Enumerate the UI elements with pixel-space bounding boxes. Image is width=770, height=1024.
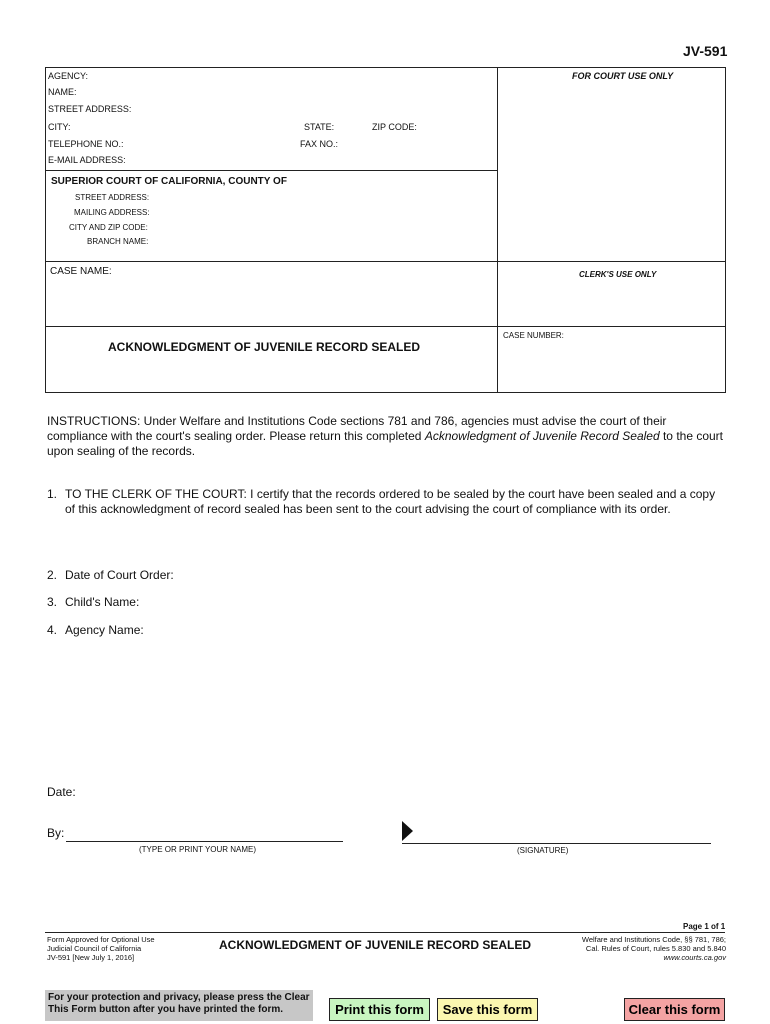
- item-3-text: Child's Name:: [65, 595, 140, 609]
- court-branch-label: BRANCH NAME:: [87, 237, 149, 246]
- form-number: JV-591: [683, 43, 728, 59]
- form-title: ACKNOWLEDGMENT OF JUVENILE RECORD SEALED: [108, 340, 421, 354]
- agency-label: AGENCY:: [48, 71, 89, 81]
- page-number: Page 1 of 1: [683, 922, 726, 931]
- signature-caption: (SIGNATURE): [517, 846, 569, 855]
- print-form-button[interactable]: Print this form: [329, 998, 430, 1021]
- court-use-label: FOR COURT USE ONLY: [572, 71, 674, 81]
- print-name-caption: (TYPE OR PRINT YOUR NAME): [139, 845, 257, 854]
- item-3-number: 3.: [47, 595, 58, 609]
- footer-left: Form Approved for Optional Use Judicial Council of California JV-591 [New July 1, 2016]: [47, 935, 155, 962]
- court-mailing-label: MAILING ADDRESS:: [74, 208, 150, 217]
- privacy-notice: For your protection and privacy, please press the Clear This Form button after you have printed the form.: [45, 990, 313, 1021]
- state-label: STATE:: [304, 122, 335, 132]
- telephone-label: TELEPHONE NO.:: [48, 139, 124, 149]
- court-street-label: STREET ADDRESS:: [75, 193, 150, 202]
- city-label: CITY:: [48, 122, 71, 132]
- item-2-number: 2.: [47, 568, 58, 582]
- court-title: SUPERIOR COURT OF CALIFORNIA, COUNTY OF: [51, 176, 287, 187]
- footer-title: ACKNOWLEDGMENT OF JUVENILE RECORD SEALED: [219, 938, 532, 952]
- item-1-number: 1.: [47, 487, 58, 501]
- print-name-line: [66, 841, 343, 842]
- fax-label: FAX NO.:: [300, 139, 339, 149]
- item-1-text: TO THE CLERK OF THE COURT: I certify that the records ordered to be sealed by the court have been sealed and a copy of this acknowledgment of record sealed has been sent to the court advising the court of compliance with its order.: [65, 487, 716, 516]
- by-label: By:: [47, 826, 65, 840]
- signature-arrow-icon: [402, 821, 414, 841]
- date-label: Date:: [47, 785, 76, 799]
- clear-form-button[interactable]: Clear this form: [624, 998, 725, 1021]
- signature-line: [402, 843, 711, 844]
- item-2-text: Date of Court Order:: [65, 568, 174, 582]
- name-label: NAME:: [48, 87, 77, 97]
- save-form-button[interactable]: Save this form: [437, 998, 538, 1021]
- case-number-label: CASE NUMBER:: [503, 331, 564, 340]
- website: www.courts.ca.gov: [663, 953, 726, 962]
- street-address-label: STREET ADDRESS:: [48, 104, 132, 114]
- email-label: E-MAIL ADDRESS:: [48, 155, 126, 165]
- item-4-number: 4.: [47, 623, 58, 637]
- case-name-label: CASE NAME:: [50, 266, 112, 277]
- footer-right: Welfare and Institutions Code, §§ 781, 786; Cal. Rules of Court, rules 5.830 and 5.840 www.courts.ca.gov: [540, 935, 726, 962]
- instructions: INSTRUCTIONS: Under Welfare and Institutions Code sections 781 and 786, agencies must advise the court of their compliance with the court's sealing order. Please return this completed Acknowledgment of Juvenile Record Sealed to the court upon sealing of the records.: [47, 414, 724, 458]
- clerk-use-label: CLERK'S USE ONLY: [579, 270, 657, 279]
- court-city-zip-label: CITY AND ZIP CODE:: [69, 223, 148, 232]
- item-4-text: Agency Name:: [65, 623, 144, 637]
- zip-code-label: ZIP CODE:: [372, 122, 417, 132]
